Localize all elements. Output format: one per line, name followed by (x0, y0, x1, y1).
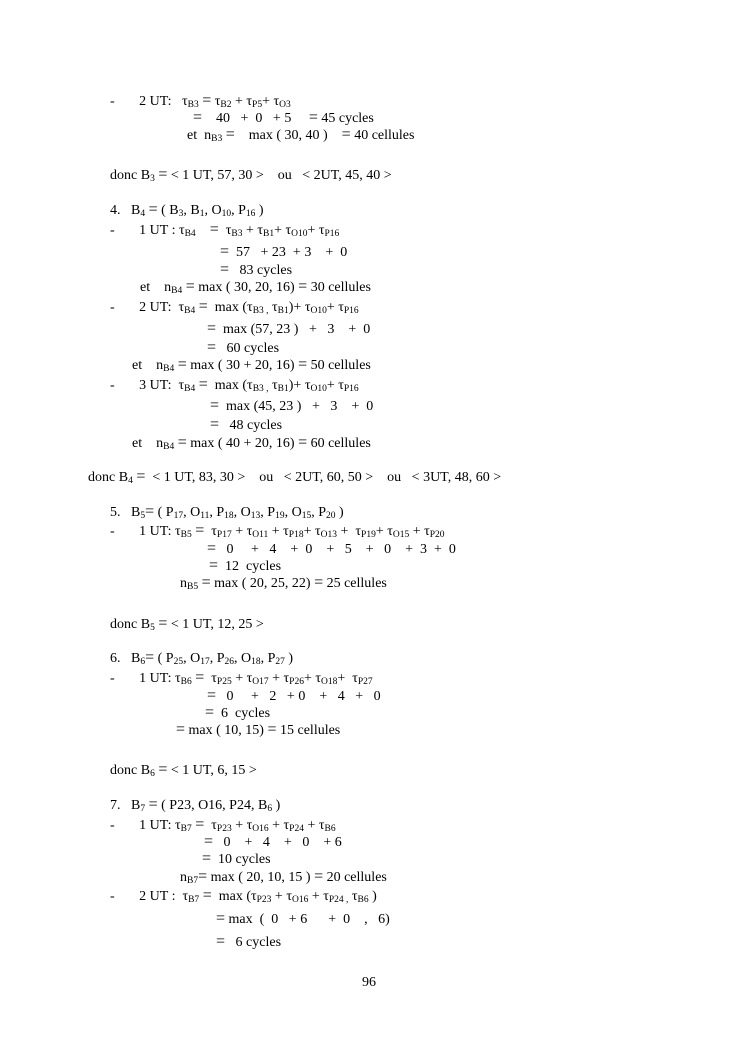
text-line: $n_{B7}= \max$ ( 20, 10, 15 ) = 20 cellules (180, 868, 387, 886)
text-line: - 2 UT : $\tau_{B7} = \max (\tau_{P23} + \tau_{O16} + \tau_{P24 ,}$ $\tau_{B6}$ ) (110, 887, 377, 905)
text-line: donc $B_5$ = < 1 UT, 12, 25 > (110, 615, 264, 633)
text-line: et $n_{B4} = \max$ ( 40 + 20, 16) = 60 cellules (132, 434, 371, 452)
text-line: = 0 + 2 + 0 + 4 + 0 (207, 687, 381, 704)
text-line: = max ( 10, 15) = 15 cellules (176, 721, 341, 738)
text-line: - 1 UT: $\tau_{B5} = \tau_{P17} + \tau_{O11} + \tau_{P18}+ \tau_{O13} + \tau_{P19}+ \tau_{O15} + \tau_{P20}$ (110, 522, 445, 540)
text-line: = 48 cycles (210, 416, 283, 433)
text-line: 7. $B_7$ = ( P23, O16, P24, $B_6$ ) (110, 796, 281, 814)
text-line: = 12 cycles (209, 557, 282, 574)
text-line: $n_{B5} = \max$ ( 20, 25, 22) = 25 cellules (180, 574, 387, 592)
text-line: donc $B_4$ = < 1 UT, 83, 30 > ou < 2UT, 60, 50 > ou < 3UT, 48, 60 > (88, 468, 502, 486)
text-line: et $n_{B3}$ = max ( 30, 40 ) = 40 cellules (187, 126, 415, 144)
text-line: - 3 UT: $\tau_{B4} = \max (\tau_{B3 ,}$ $\tau_{B1})+ \tau_{O10}+ \tau_{P16}$ (110, 376, 359, 394)
text-line: = 57 + 23 + 3 + 0 (220, 243, 348, 260)
text-line: = 6 cycles (205, 704, 271, 721)
text-line: donc $B_6$ = < 1 UT, 6, 15 > (110, 761, 257, 779)
text-line: - 2 UT: $\tau_{B4} = \max (\tau_{B3 ,}$ $\tau_{B1})+ \tau_{O10}+ \tau_{P16}$ (110, 298, 359, 316)
text-line: = 0 + 4 + 0 + 5 + 0 + 3 + 0 (207, 540, 456, 557)
text-line: = max (45, 23 ) + 3 + 0 (210, 397, 374, 414)
text-line: 4. $B_4$ = ( $B_3$, $B_1$, $O_{10}$, $P_{16}$ ) (110, 201, 264, 219)
page-number: 96 (362, 975, 376, 990)
text-line: - 2 UT: $\tau_{B3} = \tau_{B2} + \tau_{P5}+ \tau_{O3}$ (110, 92, 291, 110)
text-line: = 10 cycles (202, 850, 271, 867)
text-line: donc $B_3$ = < 1 UT, 57, 30 > ou < 2UT, 45, 40 > (110, 166, 392, 184)
text-line: = 60 cycles (207, 339, 280, 356)
text-line: = 40 + 0 + 5 = 45 cycles (193, 109, 374, 126)
text-line: et $n_{B4} = \max$ ( 30, 20, 16) = 30 cellules (140, 278, 371, 296)
text-line: - 1 UT : $\tau_{B4}$ = $\tau_{B3} + \tau_{B1}+ \tau_{O10}+ \tau_{P16}$ (110, 221, 340, 239)
text-line: - 1 UT: $\tau_{B7} = \tau_{P23} + \tau_{O16} + \tau_{P24} + \tau_{B6}$ (110, 816, 336, 834)
text-line: = 0 + 4 + 0 + 6 (204, 833, 342, 850)
text-line: = max (57, 23 ) + 3 + 0 (207, 320, 371, 337)
text-line: = max ( 0 + 6 + 0 , 6) (216, 910, 390, 927)
text-line: et $n_{B4} = \max$ ( 30 + 20, 16) = 50 cellules (132, 356, 371, 374)
text-line: 6. $B_6=$ ( $P_{25}$, $O_{17}$, $P_{26}$, $O_{18}$, $P_{27}$ ) (110, 649, 294, 667)
text-line: - 1 UT: $\tau_{B6} = \tau_{P25} + \tau_{O17} + \tau_{P26}+ \tau_{O18}+ \tau_{P27}$ (110, 669, 373, 687)
text-line: = 6 cycles (216, 933, 282, 950)
text-line: = 83 cycles (220, 261, 293, 278)
text-line: 5. $B_5=$ ( $P_{17}$, $O_{11}$, $P_{18}$, $O_{13}$, $P_{19}$, $O_{15}$, $P_{20}$ ) (110, 503, 344, 521)
